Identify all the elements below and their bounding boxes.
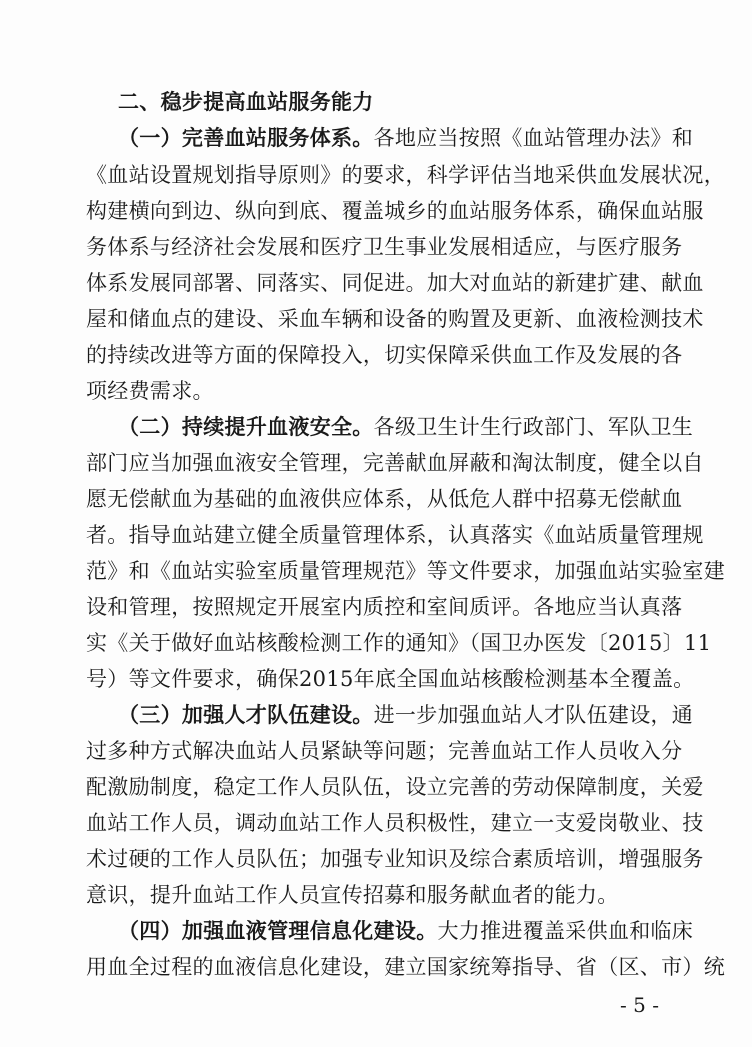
paragraph-first-line (118, 916, 693, 946)
paragraph-line: 用血全过程的血液信息化建设，建立国家统筹指导、省（区、市）统 (86, 955, 725, 979)
page-number: - 5 - (620, 993, 659, 1017)
paragraph-line: 号）等文件要求，确保2015年底全国血站核酸检测基本全覆盖。 (86, 667, 695, 691)
paragraph-lead: （二）持续提升血液安全。 (118, 414, 374, 439)
paragraph-line: 者。指导血站建立健全质量管理体系，认真落实《血站质量管理规 (86, 523, 704, 547)
paragraph-first-line (118, 700, 693, 730)
paragraph-line: 部门应当加强血液安全管理，完善献血屏蔽和淘汰制度，健全以自 (86, 451, 704, 475)
paragraph-lead: （四）加强血液管理信息化建设。 (118, 918, 438, 943)
paragraph-line: 愿无偿献血为基础的血液供应体系，从低危人群中招募无偿献血 (86, 487, 683, 511)
paragraph-text: 各地应当按照《血站管理办法》和 (373, 126, 694, 150)
paragraph-text: 各级卫生计生行政部门、军队卫生 (373, 415, 694, 439)
paragraph-line: 务体系与经济社会发展和医疗卫生事业发展相适应，与医疗服务 (86, 235, 683, 259)
paragraph-line: 构建横向到边、纵向到底、覆盖城乡的血站服务体系，确保血站服 (86, 199, 704, 223)
paragraph-line: 的持续改进等方面的保障投入，切实保障采供血工作及发展的各 (86, 343, 683, 367)
paragraph-line: 范》和《血站实验室质量管理规范》等文件要求，加强血站实验室建 (86, 559, 725, 583)
paragraph-lead: （一）完善血站服务体系。 (118, 125, 374, 150)
paragraph-first-line (118, 123, 693, 153)
paragraph-lead: （三）加强人才队伍建设。 (118, 702, 374, 727)
paragraph-line: 术过硬的工作人员队伍；加强专业知识及综合素质培训，增强服务 (86, 847, 704, 871)
paragraph-text: 进一步加强血站人才队伍建设，通 (373, 703, 694, 727)
paragraph-line: 实《关于做好血站核酸检测工作的通知》（国卫办医发〔2015〕11 (86, 631, 712, 655)
paragraph-line: 项经费需求。 (86, 379, 214, 403)
paragraph-line: 《血站设置规划指导原则》的要求，科学评估当地采供血发展状况， (86, 163, 725, 187)
paragraph-line: 体系发展同部署、同落实、同促进。加大对血站的新建扩建、献血 (86, 271, 704, 295)
paragraph-line: 设和管理，按照规定开展室内质控和室间质评。各地应当认真落 (86, 595, 683, 619)
section-heading: 二、稳步提高血站服务能力 (118, 90, 374, 114)
paragraph-line: 意识，提升血站工作人员宣传招募和服务献血者的能力。 (86, 883, 619, 907)
paragraph-line: 血站工作人员，调动血站工作人员积极性，建立一支爱岗敬业、技 (86, 811, 704, 835)
paragraph-line: 过多种方式解决血站人员紧缺等问题；完善血站工作人员收入分 (86, 739, 683, 763)
paragraph-line: 配激励制度，稳定工作人员队伍，设立完善的劳动保障制度，关爱 (86, 775, 704, 799)
paragraph-line: 屋和储血点的建设、采血车辆和设备的购置及更新、血液检测技术 (86, 307, 704, 331)
paragraph-first-line (118, 412, 693, 442)
paragraph-text: 大力推进覆盖采供血和临床 (437, 919, 694, 943)
